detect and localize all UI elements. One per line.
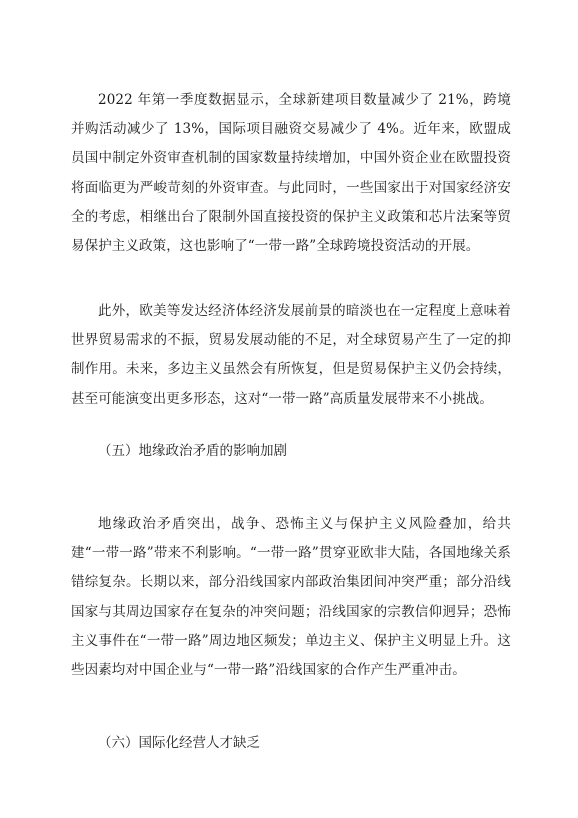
section-heading-geopolitics: （五）地缘政治矛盾的影响加剧	[98, 443, 287, 459]
section-heading-talent: （六）国际化经营人才缺乏	[98, 735, 260, 751]
paragraph-geopolitical-risks: 地缘政治矛盾突出，战争、恐怖主义与保护主义风险叠加，给共建“一带一路”带来不利影响。“一带一路”贯穿亚欧非大陆，各国地缘关系错综复杂。长期以来，部分沿线国家内部政治集团间冲突严重；部分沿线国家与其周边国家存在复杂的冲突问题；沿线国家的宗教信仰迥异；恐怖主义事件在“一带一路”周边地区频发；单边主义、保护主义明显上升。这些因素均对中国企业与“一带一路”沿线国家的合作产生严重冲击。	[71, 516, 511, 679]
paragraph-trade-outlook: 此外，欧美等发达经济体经济发展前景的暗淡也在一定程度上意味着世界贸易需求的不振，贸易发展动能的不足，对全球贸易产生了一定的抑制作用。未来，多边主义虽然会有所恢复，但是贸易保护主义仍会持续，甚至可能演变出更多形态，这对“一带一路”高质量发展带来不小挑战。	[71, 303, 511, 407]
paragraph-investment-data: 2022 年第一季度数据显示，全球新建项目数量减少了 21%，跨境并购活动减少了 13%，国际项目融资交易减少了 4%。近年来，欧盟成员国中制定外资审查机制的国家数量持续增加，中国外资企业在欧盟投资将面临更为严峻苛刻的外资审查。与此同时，一些国家出于对国家经济安全的考虑，相继出台了限制外国直接投资的保护主义政策和芯片法案等贸易保护主义政策，这也影响了“一带一路”全球跨境投资活动的开展。	[71, 92, 511, 255]
